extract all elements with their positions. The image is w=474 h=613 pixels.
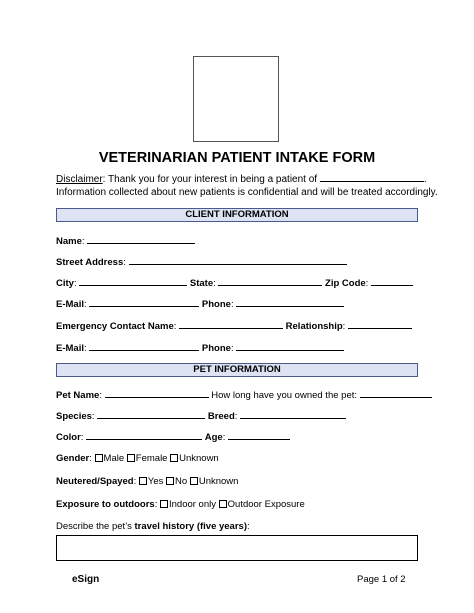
travel-bold: travel history (five years)	[134, 521, 247, 532]
client-section-header: CLIENT INFORMATION	[56, 208, 418, 222]
outdoor-exposure-checkbox[interactable]	[219, 500, 227, 508]
disclaimer-text: : Thank you for your interest in being a patient of	[102, 174, 318, 185]
indoor-only-label: Indoor only	[168, 499, 216, 510]
email-label: E-Mail	[56, 299, 84, 310]
neutered-unknown-label: Unknown	[198, 476, 239, 487]
city-field[interactable]	[79, 276, 187, 286]
street-row: Street Address:	[56, 255, 347, 269]
disclaimer	[56, 172, 438, 199]
species-row: Species: Breed:	[56, 409, 346, 423]
practice-name-field[interactable]	[320, 172, 424, 182]
email2-row: E-Mail: Phone:	[56, 341, 344, 355]
gender-unknown-checkbox[interactable]	[170, 454, 178, 462]
color-label: Color	[56, 432, 81, 443]
phone-field[interactable]	[236, 297, 344, 307]
indoor-only-checkbox[interactable]	[160, 500, 168, 508]
travel-history-textarea[interactable]	[56, 535, 418, 561]
esign-brand: eSign	[72, 574, 100, 585]
emergency-field[interactable]	[179, 319, 283, 329]
email2-field[interactable]	[89, 341, 199, 351]
disclaimer-end: .	[423, 174, 427, 185]
gender-female-label: Female	[135, 453, 168, 464]
color-row: Color: Age:	[56, 430, 290, 444]
street-field[interactable]	[129, 255, 347, 265]
zip-label: Zip Code	[325, 278, 366, 289]
gender-male-checkbox[interactable]	[95, 454, 103, 462]
email-row: E-Mail: Phone:	[56, 297, 344, 311]
gender-row: Gender: Male Female Unknown	[56, 453, 219, 464]
gender-unknown-label: Unknown	[179, 453, 219, 464]
neutered-yes-label: Yes	[147, 476, 164, 487]
pet-name-row: Pet Name: How long have you owned the pet:	[56, 388, 432, 402]
logo-placeholder	[193, 56, 279, 142]
email-field[interactable]	[89, 297, 199, 307]
emergency-row: Emergency Contact Name: Relationship:	[56, 319, 412, 333]
outdoor-exposure-label: Outdoor Exposure	[227, 499, 305, 510]
phone2-label: Phone	[201, 343, 231, 354]
neutered-label: Neutered/Spayed	[56, 476, 134, 487]
disclaimer-line2: Information collected about new patients is confidential and will be treated accordingly.	[56, 187, 438, 198]
gender-label: Gender	[56, 453, 90, 464]
pet-name-label: Pet Name	[56, 390, 100, 401]
email2-label: E-Mail	[56, 343, 84, 354]
street-label: Street Address	[56, 257, 124, 268]
travel-row	[56, 521, 250, 533]
color-field[interactable]	[86, 430, 202, 440]
state-field[interactable]	[218, 276, 322, 286]
client-name-row: Name:	[56, 234, 195, 248]
travel-prefix: Describe the pet’s	[56, 521, 135, 532]
neutered-unknown-checkbox[interactable]	[190, 477, 198, 485]
emergency-label: Emergency Contact Name	[56, 321, 174, 332]
age-label: Age	[204, 432, 223, 443]
city-label: City	[56, 278, 74, 289]
gender-male-label: Male	[103, 453, 125, 464]
name-field[interactable]	[87, 234, 195, 244]
state-label: State	[189, 278, 214, 289]
gender-female-checkbox[interactable]	[127, 454, 135, 462]
species-field[interactable]	[97, 409, 205, 419]
page-number: Page 1 of 2	[357, 574, 406, 585]
zip-field[interactable]	[371, 276, 413, 286]
neutered-row: Neutered/Spayed: Yes No Unknown	[56, 476, 239, 487]
phone-label: Phone	[201, 299, 231, 310]
relationship-label: Relationship	[285, 321, 343, 332]
species-label: Species	[56, 411, 92, 422]
form-title: VETERINARIAN PATIENT INTAKE FORM	[98, 150, 376, 166]
neutered-no-label: No	[175, 476, 188, 487]
breed-field[interactable]	[240, 409, 346, 419]
pet-name-field[interactable]	[105, 388, 209, 398]
relationship-field[interactable]	[348, 319, 412, 329]
neutered-no-checkbox[interactable]	[166, 477, 174, 485]
outdoors-row: Exposure to outdoors: Indoor only Outdoor Exposure	[56, 499, 305, 510]
city-row: City: State: Zip Code:	[56, 276, 413, 290]
owned-label: How long have you owned the pet:	[211, 390, 357, 401]
name-label: Name	[56, 236, 82, 247]
pet-section-header: PET INFORMATION	[56, 363, 418, 377]
age-field[interactable]	[228, 430, 290, 440]
disclaimer-label: Disclaimer	[56, 174, 103, 185]
owned-field[interactable]	[360, 388, 432, 398]
travel-suffix: :	[247, 521, 250, 532]
neutered-yes-checkbox[interactable]	[139, 477, 147, 485]
breed-label: Breed	[207, 411, 235, 422]
phone2-field[interactable]	[236, 341, 344, 351]
outdoors-label: Exposure to outdoors	[56, 499, 155, 510]
